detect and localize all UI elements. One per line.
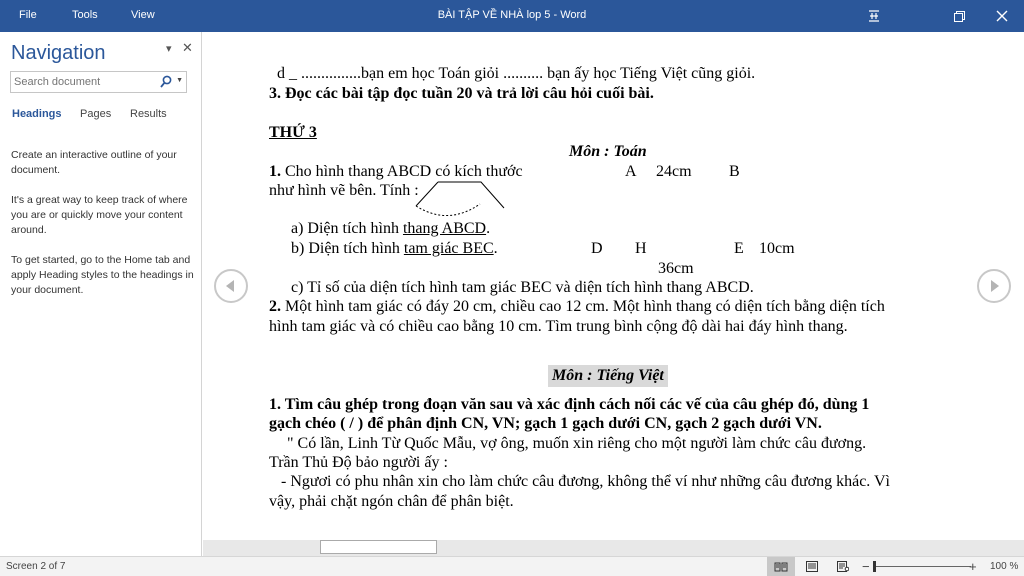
doc-subject-vietnamese: Môn : Tiếng Việt	[548, 365, 668, 387]
horizontal-scrollbar[interactable]	[320, 540, 437, 554]
doc-q2-line2: hình tam giác và có chiều cao bằng 10 cm. Tìm trung bình cộng độ dài hai đáy hình thang.	[269, 318, 848, 335]
doc-line-3: 3. Đọc các bài tập đọc tuần 20 và trả lời câu hỏi cuối bài.	[269, 85, 654, 102]
title-bar	[0, 0, 1024, 32]
fig-label-b: B	[729, 163, 740, 180]
tab-pages[interactable]: Pages	[80, 108, 112, 120]
search-dropdown-icon[interactable]: ▼	[176, 77, 183, 84]
book-icon	[774, 562, 788, 572]
fig-label-36cm: 36cm	[658, 260, 694, 277]
page-icon	[806, 561, 818, 572]
doc-q1-line2: như hình vẽ bên. Tính :	[269, 182, 419, 199]
nav-description-2: It's a great way to keep track of where you are or quickly move your content around.	[11, 194, 188, 236]
document-page[interactable]	[203, 32, 1024, 540]
doc-q1c: c) Tỉ số của diện tích hình tam giác BEC và diện tích hình thang ABCD.	[291, 279, 754, 296]
doc-q2-number: 2.	[269, 298, 281, 315]
fig-label-10cm: 10cm	[759, 240, 795, 257]
zoom-out-button[interactable]: −	[862, 559, 870, 574]
doc-q1b-post: .	[493, 240, 498, 257]
arrow-right-icon	[989, 280, 999, 292]
doc-tv1-line1: 1. Tìm câu ghép trong đoạn văn sau và xác định cách nối các vế của câu ghép đó, dùng 1	[269, 396, 870, 413]
fig-label-h: H	[635, 240, 647, 257]
doc-q1a-pre: a) Diện tích hình	[291, 220, 403, 237]
doc-q1b-pre: b) Diện tích hình	[291, 240, 404, 257]
search-icon[interactable]	[160, 75, 172, 89]
doc-heading-thu3: THỨ 3	[269, 124, 317, 141]
web-page-icon	[837, 561, 849, 572]
doc-tv1-line2: gạch chéo ( / ) để phân định CN, VN; gạch 1 gạch dưới CN, gạch 2 gạch dưới VN.	[269, 415, 822, 432]
column-width-button[interactable]	[854, 0, 894, 32]
doc-passage-1: " Có lần, Linh Từ Quốc Mẫu, vợ ông, muốn xin riêng cho một người làm chức câu đương.	[287, 435, 867, 452]
navigation-pane	[0, 32, 202, 556]
pane-options-icon[interactable]: ▾	[166, 43, 172, 55]
close-icon	[996, 10, 1008, 22]
doc-q1-number: 1.	[269, 163, 281, 180]
restore-icon	[954, 11, 965, 22]
menu-tools[interactable]: Tools	[72, 9, 98, 21]
pane-close-icon[interactable]: ✕	[182, 40, 193, 55]
document-area	[203, 32, 1024, 556]
trapezoid-figure	[408, 178, 508, 218]
tab-headings[interactable]: Headings	[12, 108, 62, 120]
search-input[interactable]	[11, 72, 157, 92]
doc-passage-4: vậy, phải chặt ngón chân để phân biệt.	[269, 493, 514, 510]
fig-label-d: D	[591, 240, 603, 257]
doc-q1-text: Cho hình thang ABCD có kích thước	[285, 163, 523, 180]
previous-screen-button[interactable]	[214, 269, 248, 303]
nav-description-1: Create an interactive outline of your document.	[11, 149, 177, 176]
doc-q1b	[291, 240, 498, 258]
doc-passage-2: Trần Thủ Độ bảo người ấy :	[269, 454, 448, 471]
doc-q1a	[291, 220, 490, 238]
print-layout-button[interactable]	[798, 557, 826, 576]
navigation-title: Navigation	[11, 42, 106, 64]
doc-q1a-post: .	[486, 220, 491, 237]
restore-button[interactable]	[939, 0, 979, 32]
status-bar	[0, 556, 1024, 576]
nav-description-3: To get started, go to the Home tab and apply Heading styles to the headings in your document.	[11, 254, 194, 296]
column-width-icon	[868, 10, 880, 22]
doc-passage-3: - Ngươi có phu nhân xin cho làm chức câu đương, không thể ví như những câu đương khác. Vì	[281, 473, 890, 490]
zoom-in-button[interactable]: +	[969, 559, 977, 574]
fig-label-e: E	[734, 240, 744, 257]
doc-q2-line1	[269, 298, 885, 316]
next-screen-button[interactable]	[977, 269, 1011, 303]
doc-q1b-underline: tam giác BEC	[403, 240, 494, 257]
fig-label-24cm: 24cm	[656, 163, 692, 180]
window-title: BÀI TẬP VỀ NHÀ lop 5 - Word	[437, 9, 587, 21]
fig-label-a: A	[625, 163, 637, 180]
read-mode-button[interactable]	[767, 557, 795, 576]
doc-q2-text: Một hình tam giác có đáy 20 cm, chiều cao 12 cm. Một hình thang có diện tích bằng diện tích	[285, 298, 885, 315]
doc-q1a-underline: thang ABCD	[402, 220, 487, 237]
zoom-level[interactable]: 100 %	[990, 561, 1019, 572]
tab-results[interactable]: Results	[130, 108, 167, 120]
menu-view[interactable]: View	[131, 9, 155, 21]
doc-subject-math: Môn : Toán	[569, 143, 647, 160]
web-layout-button[interactable]	[829, 557, 857, 576]
menu-file[interactable]: File	[19, 9, 37, 21]
close-button[interactable]	[982, 0, 1022, 32]
doc-line-d: d _ ...............bạn em học Toán giỏi .......... bạn ấy học Tiếng Việt cũng giỏi.	[277, 65, 756, 82]
zoom-slider-thumb[interactable]	[873, 561, 876, 572]
screen-indicator: Screen 2 of 7	[6, 561, 66, 572]
search-box	[10, 71, 187, 93]
zoom-slider[interactable]	[875, 566, 971, 567]
arrow-left-icon	[226, 280, 236, 292]
